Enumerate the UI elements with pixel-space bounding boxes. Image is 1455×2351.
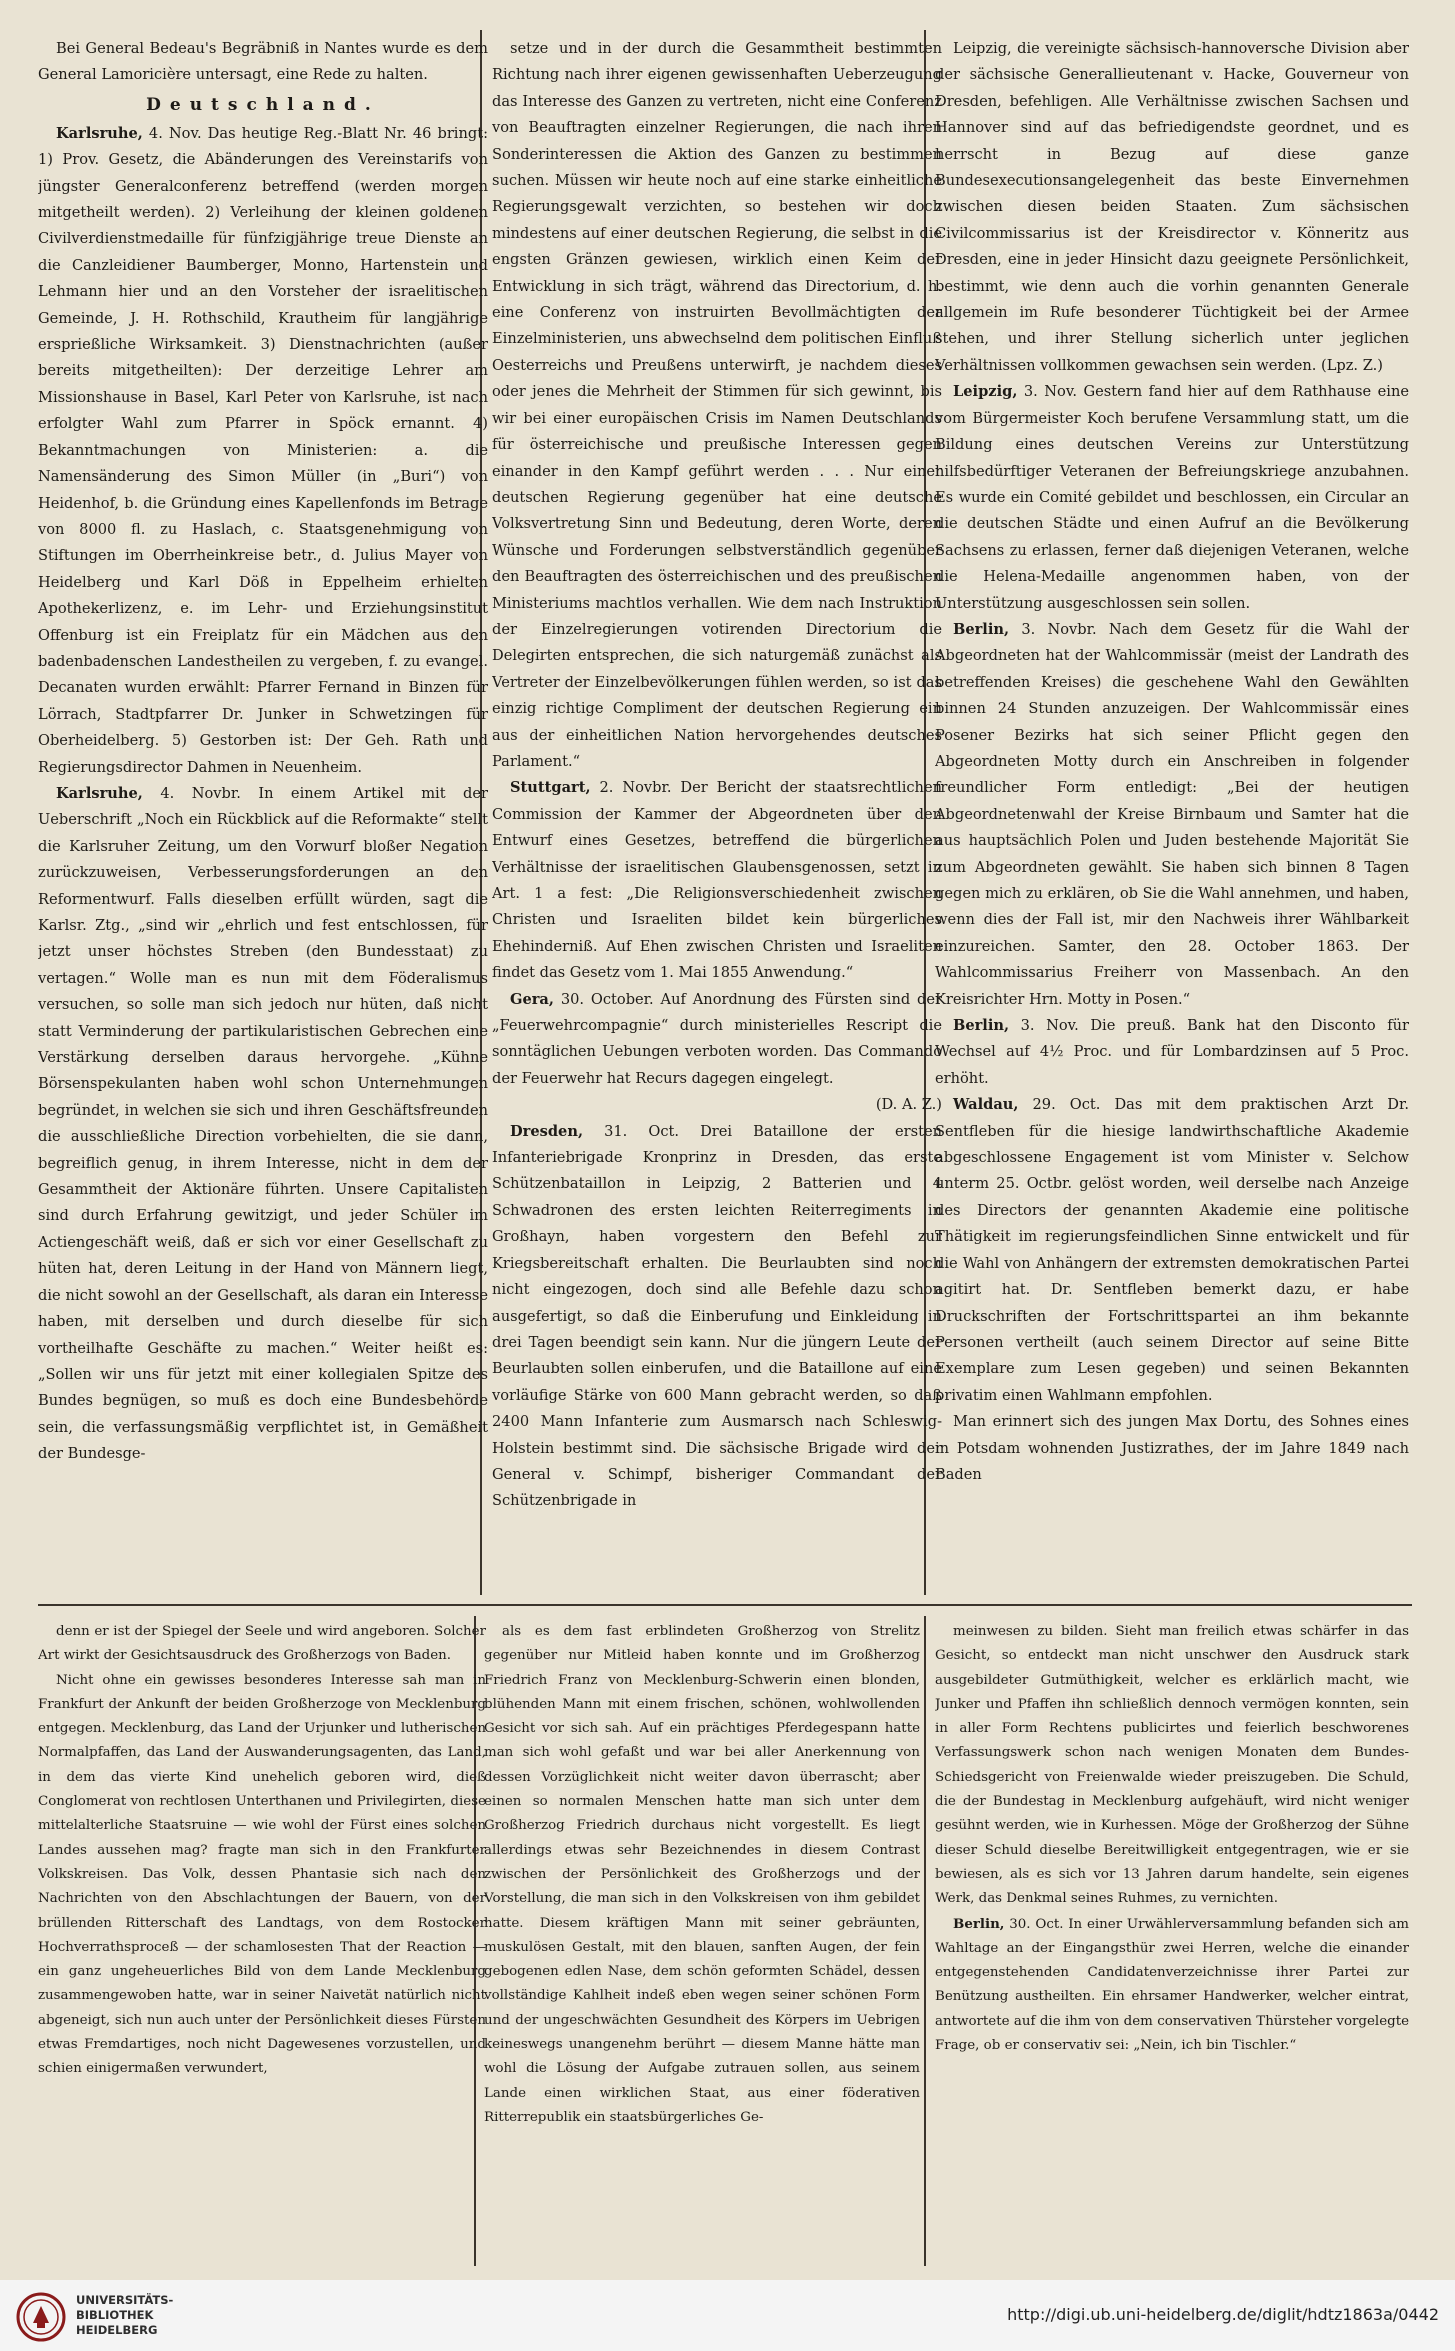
article-paragraph xyxy=(492,987,942,1093)
feuilleton-divider xyxy=(38,1604,1412,1606)
article-paragraph xyxy=(935,1092,1409,1409)
article-text: denn er ist der Spiegel der Seele und wird angeboren. Solcher Art wirkt der Gesichtsausdruck des Großherzogs von Baden. xyxy=(38,1624,486,1664)
article-text: meinwesen zu bilden. Sieht man freilich etwas schärfer in das Gesicht, so entdeckt man nicht unschwer den Ausdruck stark ausgebildeter Gutmüthigkeit, welcher es erklärlich macht, wie Junker und Pfaffen ihn schließlich dennoch vermögen konnten, sein in aller Form Rechtens publicirtes und feierlich beschworenes Verfassungswerk schon nach wenigen Monaten dem Bundes-Schiedsgericht von Freienwalde wieder preiszugeben. Die Schuld, die der Bundestag in Mecklenburg aufgehäuft, wird nicht weniger gesühnt werden, wie in Kurhessen. Möge der Großherzog der Sühne dieser Schuld dieselbe Bereitwilligkeit entgegentragen, wie er sie bewiesen, als es sich vor 13 Jahren darum handelte, sein eigenes Werk, das Denkmal seines Ruhmes, zu vernichten. xyxy=(935,1624,1409,1907)
article-paragraph xyxy=(492,36,942,775)
article-paragraph xyxy=(38,36,488,89)
permalink-url[interactable]: http://digi.ub.uni-heidelberg.de/diglit/hdtz1863a/0442 xyxy=(1007,2305,1439,2324)
dateline-place: Leipzig, xyxy=(953,383,1018,401)
article-text: Nicht ohne ein gewisses besonderes Interesse sah man in Frankfurt der Ankunft der beiden Großherzoge von Mecklenburg entgegen. Mecklenburg, das Land der Urjunker und lutherischen Normalpfaffen, das Land der Auswanderungsagenten, das Land, in dem das vierte Kind unehelich geboren wird, dieß Conglomerat von rechtlosen Unterthanen und Privilegirten, diese mittelalterliche Staatsruine — wie wohl der Fürst eines solchen Landes aussehen mag? fragte man sich in den Frankfurter Volkskreisen. Das Volk, dessen Phantasie sich nach den Nachrichten von den Abschlachtungen der Bauern, von der brüllenden Ritterschaft des Landtags, von dem Rostocker Hochverrathsproceß — der schamlosesten That der Reaction — ein ganz ungeheuerliches Bild von dem Lande Mecklenburg zusammengewoben hatte, war in seiner Naivetät natürlich nicht abgeneigt, sich nun auch unter der Persönlichkeit dieses Fürsten etwas Fremdartiges, noch nicht Dagewesenes vorzustellen, und schien einigermaßen verwundert, xyxy=(38,1672,486,2077)
article-text: 30. Oct. In einer Urwählerversammlung befanden sich am Wahltage an der Eingangsthür zwei Herren, welche die einander entgegenstehenden Candidatenverzeichnisse ihrer Partei zur Benützung austheilten. Ein ehrsamer Handwerker, welcher eintrat, antwortete auf die ihm von dem conservativen Thürsteher vorgelegte Frage, ob er conservativ sei: „Nein, ich bin Tischler.“ xyxy=(935,1916,1409,2054)
dateline-place: Stuttgart, xyxy=(510,779,591,797)
article-text: 29. Oct. Das mit dem praktischen Arzt Dr. Sentfleben für die hiesige landwirthschaftliche Akademie abgeschlossene Engagement ist vom Minister v. Selchow unterm 25. Octbr. gelöst worden, weil derselbe nach Anzeige des Directors der genannten Akademie eine politische Thätigkeit im regierungsfeindlichen Sinne entwickelt und für die Wahl von Anhängern der extremsten demokratischen Partei agitirt hat. Dr. Sentfleben bemerkt dazu, er habe Druckschriften der Fortschrittspartei an ihm bekannte Personen vertheilt (auch seinem Director auf seine Bitte Exemplare zum Lesen gegeben) und seinen Bekannten privatim einen Wahlmann empfohlen. xyxy=(935,1096,1409,1404)
dateline-place: Berlin, xyxy=(953,1915,1005,1932)
dateline-place: Dresden, xyxy=(510,1122,584,1140)
article-paragraph xyxy=(492,775,942,986)
article-column-3 xyxy=(935,36,1409,1591)
article-text: 30. October. Auf Anordnung des Fürsten sind der „Feuerwehrcompagnie“ durch ministerielles Rescript die sonntäglichen Uebungen verboten worden. Das Commando der Feuerwehr hat Recurs dagegen eingelegt. xyxy=(492,990,942,1087)
dateline-place: Karlsruhe, xyxy=(56,784,143,802)
article-text: setze und in der durch die Gesammtheit bestimmten Richtung nach ihrer eigenen gewissenhaften Ueberzeugung das Interesse des Ganzen zu vertreten, nicht eine Conferenz von Beauftragten einzelner Regierungen, die nach ihren Sonderinteressen die Aktion des Ganzen zu bestimmen suchen. Müssen wir heute noch auf eine starke einheitliche Regierungsgewalt verzichten, so bestehen wir doch mindestens auf einer deutschen Regierung, die selbst in die engsten Gränzen gewiesen, wirklich einen Keim der Entwicklung in sich trägt, während das Directorium, d. h. eine Conferenz von instruirten Bevollmächtigten der Einzelministerien, uns abwechselnd dem politischen Einfluß Oesterreichs und Preußens unterwirft, je nachdem dieses oder jenes die Mehrheit der Stimmen für sich gewinnt, bis wir bei einer europäischen Crisis im Namen Deutschlands für österreichische und preußische Interessen gegen einander in den Kampf geführt werden . . . Nur einer deutschen Regierung gegenüber hat eine deutsche Volksvertretung Sinn und Bedeutung, deren Worte, deren Wünsche und Forderungen selbstverständlich gegenüber den Beauftragten des österreichischen und des preußischen Ministeriums machtlos verhallen. Wie dem nach Instruktion der Einzelregierungen votirenden Directorium die Delegirten entsprechen, die sich naturgemäß zunächst als Vertreter der Einzelbevölkerungen fühlen werden, so ist das einzig richtige Compliment der deutschen Regierung ein aus der einheitlichen Nation hervorgehendes deutsches Parlament.“ xyxy=(492,40,942,770)
article-paragraph xyxy=(38,121,488,781)
feuilleton-column-1 xyxy=(38,1620,486,2265)
article-paragraph xyxy=(935,617,1409,1013)
article-text: Bei General Bedeau's Begräbniß in Nantes wurde es dem General Lamoricière untersagt, eine Rede zu halten. xyxy=(38,40,488,84)
article-paragraph xyxy=(38,1669,486,2082)
article-paragraph xyxy=(38,781,488,1468)
article-text: 2. Novbr. Der Bericht der staatsrechtlichen Commission der Kammer der Abgeordneten über den Entwurf eines Gesetzes, betreffend die bürgerlichen Verhältnisse der israelitischen Glaubensgenossen, setzt in Art. 1 a fest: „Die Religionsverschiedenheit zwischen Christen und Israeliten bildet kein bürgerliches Ehehinderniß. Auf Ehen zwischen Christen und Israeliten findet das Gesetz vom 1. Mai 1855 Anwendung.“ xyxy=(492,779,942,982)
article-paragraph xyxy=(492,1119,942,1515)
source-attribution: (D. A. Z.) xyxy=(875,1096,942,1114)
column-divider xyxy=(924,1616,926,2266)
article-text: Man erinnert sich des jungen Max Dortu, des Sohnes eines in Potsdam wohnenden Justizrathes, der im Jahre 1849 nach Baden xyxy=(935,1413,1409,1483)
article-paragraph xyxy=(935,1409,1409,1488)
article-paragraph xyxy=(935,1912,1409,2059)
article-paragraph xyxy=(935,1620,1409,1912)
library-name-line-2: BIBLIOTHEK xyxy=(76,2308,154,2322)
feuilleton-column-2 xyxy=(484,1620,920,2265)
article-text: als es dem fast erblindeten Großherzog von Strelitz gegenüber nur Mitleid haben konnte und im Großherzog Friedrich Franz von Mecklenburg-Schwerin einen blonden, blühenden Mann mit einem frischen, schönen, wohlwollenden Gesicht vor sich sah. Auf ein prächtiges Pferdegespann hatte man sich wohl gefaßt und war bei aller Anerkennung von dessen Vorzüglichkeit nicht weiter davon überrascht; aber einen so normalen Menschen hatte man sich unter dem Großherzog Friedrich durchaus nicht vorgestellt. Es liegt allerdings etwas sehr Bezeichnendes in diesem Contrast zwischen der Persönlichkeit des Großherzogs und der Vorstellung, die man sich in den Volkskreisen von ihm gebildet hatte. Diesem kräftigen Mann mit seiner gebräunten, muskulösen Gestalt, mit den blauen, sanften Augen, der fein gebogenen edlen Nase, dem schön geformten Schädel, dessen vollständige Kahlheit indeß eben wegen seiner schönen Form und der ungeschwächten Gesundheit des Körpers im Uebrigen keineswegs unangenehm berührt — diesem Manne hätte man wohl die Lösung der Aufgabe zutrauen sollen, aus seinem Lande einen wirklichen Staat, aus einer föderativen Ritterrepublik ein staatsbürgerliches Ge- xyxy=(484,1624,920,2125)
article-text: 3. Novbr. Nach dem Gesetz für die Wahl der Abgeordneten hat der Wahlcommissär (meist der Landrath des betreffenden Kreises) die geschehene Wahl den Gewählten binnen 24 Stunden anzuzeigen. Der Wahlcommissär eines Posener Bezirks hat sich seiner Pflicht gegen den Abgeordneten Motty durch ein Anschreiben in folgender freundlicher Form entledigt: „Bei der heutigen Abgeordnetenwahl der Kreise Birnbaum und Samter hat die aus hauptsächlich Polen und Juden bestehende Majorität Sie zum Abgeordneten gewählt. Sie haben sich binnen 8 Tagen gegen mich zu erklären, ob Sie die Wahl annehmen, und haben, wenn dies der Fall ist, mir den Nachweis ihrer Wählbarkeit einzureichen. Samter, den 28. October 1863. Der Wahlcommissarius Freiherr von Massenbach. An den Kreisrichter Hrn. Motty in Posen.“ xyxy=(935,620,1409,1008)
article-text: Leipzig, die vereinigte sächsisch-hannoversche Division aber der sächsische Generallieutenant v. Hacke, Gouverneur von Dresden, befehligen. Alle Verhältnisse zwischen Sachsen und Hannover sind auf das befriedigendste geordnet, und es herrscht in Bezug auf diese ganze Bundesexecutionsangelegenheit das beste Einvernehmen zwischen diesen beiden Staaten. Zum sächsischen Civilcommissarius ist der Kreisdirector v. Könneritz aus Dresden, eine in jeder Hinsicht dazu geeignete Persönlichkeit, bestimmt, wie denn auch die vorhin genannten Generale allgemein im Rufe besonderer Tüchtigkeit bei der Armee stehen, und ihrer Stellung sicherlich unter jeglichen Verhältnissen vollkommen gewachsen sein werden. (Lpz. Z.) xyxy=(935,40,1409,374)
dateline-place: Karlsruhe, xyxy=(56,124,143,142)
library-name[interactable] xyxy=(76,2293,173,2338)
dateline-place: Gera, xyxy=(510,990,554,1008)
heidelberg-university-seal-icon[interactable] xyxy=(16,2292,66,2342)
article-paragraph xyxy=(935,1013,1409,1092)
article-text: 3. Nov. Gestern fand hier auf dem Rathhause eine vom Bürgermeister Koch berufene Versammlung statt, um die Bildung eines deutschen Vereins zur Unterstützung hilfsbedürftiger Veteranen der Befreiungskriege anzubahnen. Es wurde ein Comité gebildet und beschlossen, ein Circular an die deutschen Städte und einen Aufruf an die Bevölkerung Sachsens zu erlassen, ferner daß diejenigen Veteranen, welche die Helena-Medaille angenommen haben, von der Unterstützung ausgeschlossen sein sollen. xyxy=(935,383,1409,612)
dateline-place: Berlin, xyxy=(953,620,1010,638)
dateline-place: Waldau, xyxy=(953,1096,1019,1114)
library-name-line-3: HEIDELBERG xyxy=(76,2323,158,2337)
article-text: 4. Nov. Das heutige Reg.-Blatt Nr. 46 bringt: 1) Prov. Gesetz, die Abänderungen des Vereinstarifs von jüngster Generalconferenz betreffend (werden morgen mitgetheilt werden). 2) Verleihung der kleinen goldenen Civilverdienstmedaille für fünfzigjährige treue Dienste an die Canzleidiener Baumberger, Monno, Hartenstein und Lehmann hier und an den Vorsteher der israelitischen Gemeinde, J. H. Rothschild, Krautheim für langjährige ersprießliche Wirksamkeit. 3) Dienstnachrichten (außer bereits mitgetheilten): Der derzeitige Lehrer am Missionshause in Basel, Karl Peter von Karlsruhe, ist nach erfolgter Wahl zum Pfarrer in Spöck ernannt. 4) Bekanntmachungen von Ministerien: a. die Namensänderung des Simon Müller (in „Buri“) von Heidenhof, b. die Gründung eines Kapellenfonds im Betrage von 8000 fl. zu Haslach, c. Staatsgenehmigung von Stiftungen im Oberrheinkreise betr., d. Julius Mayer von Heidelberg und Karl Döß in Eppelheim erhielten Apothekerlizenz, e. im Lehr- und Erziehungsinstitut Offenburg ist ein Freiplatz für ein Mädchen aus den badenbadenschen Landestheilen zu vergeben, f. zu evangel. Decanaten wurden erwählt: Pfarrer Fernand in Binzen für Lörrach, Stadtpfarrer Dr. Junker in Schwetzingen für Oberheidelberg. 5) Gestorben ist: Der Geh. Rath und Regierungsdirector Dahmen in Neuenheim. xyxy=(38,124,488,776)
article-paragraph xyxy=(935,379,1409,617)
article-text: 31. Oct. Drei Bataillone der ersten Infanteriebrigade Kronprinz in Dresden, das erste Schützenbataillon in Leipzig, 2 Batterien und 4 Schwadronen des ersten leichten Reiterregiments in Großhayn, haben vorgestern den Befehl zur Kriegsbereitschaft erhalten. Die Beurlaubten sind noch nicht eingezogen, doch sind alle Befehle dazu schon ausgefertigt, so daß die Einberufung und Einkleidung in drei Tagen beendigt sein kann. Nur die jüngern Leute der Beurlaubten sollen einberufen, und die Bataillone auf eine vorläufige Stärke von 600 Mann gebracht werden, so daß 2400 Mann Infanterie zum Ausmarsch nach Schleswig-Holstein bestimmt sind. Die sächsische Brigade wird der General v. Schimpf, bisheriger Commandant der Schützenbrigade in xyxy=(492,1122,942,1510)
library-name-line-1: UNIVERSITÄTS- xyxy=(76,2293,174,2307)
article-column-1 xyxy=(38,36,488,1591)
feuilleton-column-3 xyxy=(935,1620,1409,2265)
article-paragraph xyxy=(935,36,1409,379)
article-paragraph xyxy=(484,1620,920,2130)
article-text: 4. Novbr. In einem Artikel mit der Ueberschrift „Noch ein Rückblick auf die Reformakte“ stellt die Karlsruher Zeitung, um den Vorwurf bloßer Negation zurückzuweisen, Verbesserungsforderungen an den Reformentwurf. Falls dieselben erfüllt würden, sagt die Karlsr. Ztg., „sind wir „ehrlich und fest entschlossen, für jetzt unser höchstes Streben (den Bundesstaat) zu vertagen.“ Wolle man es nun mit dem Föderalismus versuchen, so solle man sich jedoch nur hüten, daß nicht statt Verminderung der partikularistischen Gebrechen eine Verstärkung derselben daraus hervorgehe. „Kühne Börsenspekulanten haben wohl schon Unternehmungen begründet, in welchen sie sich und ihren Geschäftsfreunden die ausschließliche Direction vorbehielten, die sie dann, begreiflich genug, in ihrem Interesse, nicht in dem der Gesammtheit der Aktionäre führten. Unsere Capitalisten sind durch Erfahrung gewitzigt, und jeder Schüler im Actiengeschäft weiß, daß er sich vor einer Gesellschaft zu hüten hat, deren Leitung in der Hand von Männern liegt, die nicht sowohl an der Gesellschaft, als daran ein Interesse haben, mit derselben und durch dieselbe für sich vortheilhafte Geschäfte zu machen.“ Weiter heißt es: „Sollen wir uns für jetzt mit einer kollegialen Spitze des Bundes begnügen, so muß es doch eine Bundesbehörde sein, die verfassungsmäßig verpflichtet ist, in Gemäßheit der Bundesge- xyxy=(38,784,488,1463)
digital-library-footer xyxy=(0,2280,1455,2351)
dateline-place: Berlin, xyxy=(953,1017,1010,1035)
article-column-2 xyxy=(492,36,942,1591)
section-heading: Deutschland. xyxy=(146,94,380,115)
article-text: 3. Nov. Die preuß. Bank hat den Disconto für Wechsel auf 4½ Proc. und für Lombardzinsen auf 5 Proc. erhöht. xyxy=(935,1017,1409,1087)
article-paragraph xyxy=(38,1620,486,1669)
